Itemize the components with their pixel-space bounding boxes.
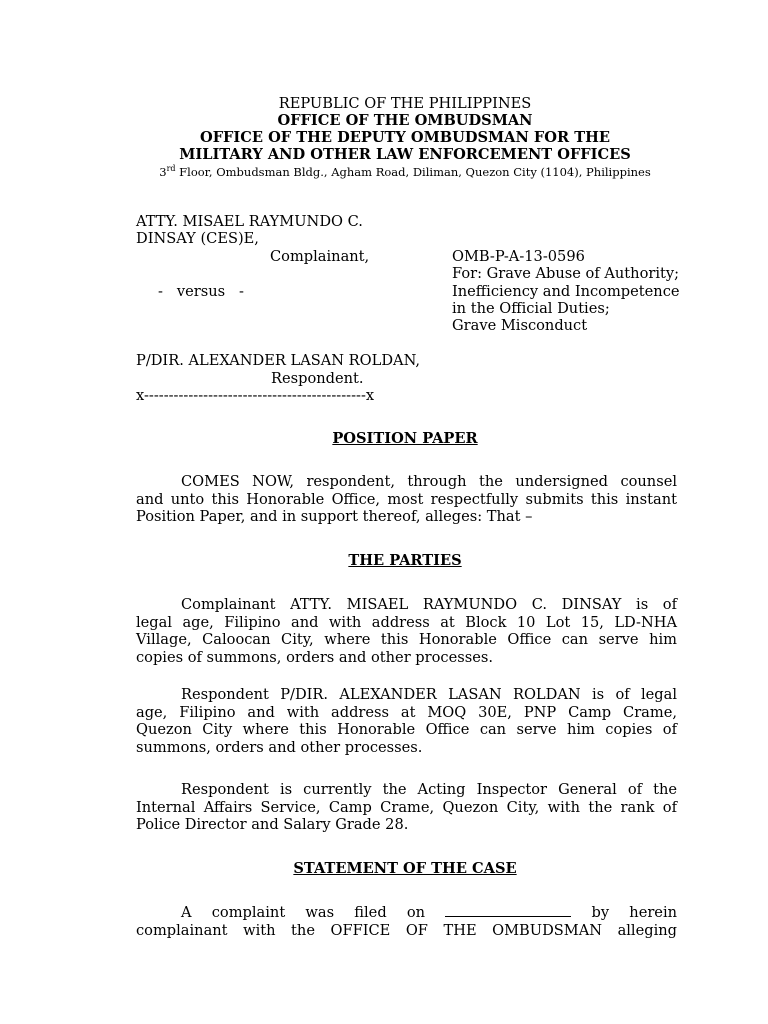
- paragraph-line: complainant with the OFFICE OF THE OMBUDSMAN alleging: [136, 921, 677, 939]
- paragraph-line: Respondent P/DIR. ALEXANDER LASAN ROLDAN is of legal: [181, 686, 677, 703]
- paragraph-line: summons, orders and other processes.: [136, 738, 423, 756]
- paragraph-line: Quezon City where this Honorable Office can serve him copies of: [136, 721, 677, 739]
- charge-line: Grave Misconduct: [452, 317, 588, 334]
- paragraph-line: Complainant ATTY. MISAEL RAYMUNDO C. DINSAY is of: [181, 596, 677, 613]
- complainant-name-line1: ATTY. MISAEL RAYMUNDO C.: [136, 213, 363, 230]
- paragraph-line: age, Filipino and with address at MOQ 30E, PNP Camp Crame,: [136, 703, 677, 721]
- case-paragraph: [136, 904, 677, 939]
- office-address: 3rd Floor, Ombudsman Bldg., Agham Road, Diliman, Quezon City (1104), Philippines: [159, 164, 651, 179]
- parties-heading: THE PARTIES: [348, 552, 462, 569]
- case-number: OMB-P-A-13-0596: [452, 248, 585, 265]
- paragraph-line: copies of summons, orders and other processes.: [136, 648, 493, 666]
- paragraph-line: Police Director and Salary Grade 28.: [136, 816, 409, 834]
- complainant-name-line2: DINSAY (CES)E,: [136, 230, 259, 247]
- respondent-label: Respondent.: [271, 370, 364, 387]
- date-blank: [445, 904, 571, 917]
- intro-paragraph: [136, 473, 677, 526]
- republic-line: REPUBLIC OF THE PHILIPPINES: [278, 95, 532, 112]
- paragraph-line: Position Paper, and in support thereof, alleges: That –: [136, 508, 533, 526]
- paragraph-line: COMES NOW, respondent, through the undersigned counsel: [181, 473, 677, 490]
- paragraph-line: Village, Caloocan City, where this Honorable Office can serve him: [136, 631, 677, 649]
- charge-line: Inefficiency and Incompetence: [452, 283, 680, 300]
- paragraph-line: Respondent is currently the Acting Inspector General of the: [181, 781, 677, 798]
- parties-paragraph-respondent: [136, 686, 677, 756]
- parties-paragraph-position: [136, 781, 677, 834]
- deputy-office-line2: MILITARY AND OTHER LAW ENFORCEMENT OFFICES: [179, 146, 631, 163]
- charge-line: For: Grave Abuse of Authority;: [452, 265, 680, 282]
- charge-line: in the Official Duties;: [452, 300, 610, 317]
- paragraph-line: Internal Affairs Service, Camp Crame, Quezon City, with the rank of: [136, 798, 677, 816]
- versus-label: - versus -: [158, 283, 244, 300]
- deputy-office-line1: OFFICE OF THE DEPUTY OMBUDSMAN FOR THE: [199, 129, 610, 146]
- parties-paragraph-complainant: [136, 596, 677, 666]
- paragraph-line: A complaint was filed on by herein: [181, 904, 678, 921]
- office-title: OFFICE OF THE OMBUDSMAN: [277, 112, 533, 129]
- paragraph-line: legal age, Filipino and with address at Block 10 Lot 15, LD-NHA: [136, 613, 677, 631]
- case-heading: STATEMENT OF THE CASE: [293, 860, 517, 877]
- complainant-label: Complainant,: [270, 248, 370, 265]
- respondent-name: P/DIR. ALEXANDER LASAN ROLDAN,: [136, 352, 421, 369]
- document-title: POSITION PAPER: [332, 430, 478, 447]
- paragraph-line: and unto this Honorable Office, most respectfully submits this instant: [136, 490, 677, 508]
- caption-separator: x---------------------------------------------x: [136, 387, 375, 404]
